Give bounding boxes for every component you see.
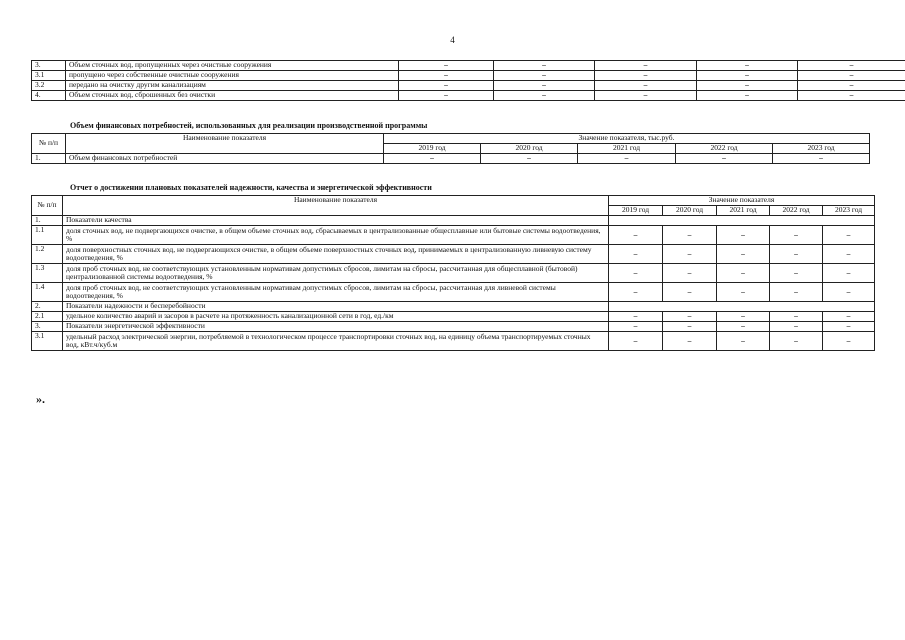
- row-name: передано на очистку другим канализациям: [66, 81, 399, 91]
- value-cell: –: [676, 154, 773, 164]
- value-cell: –: [717, 245, 770, 264]
- value-cell: –: [663, 322, 717, 332]
- row-number: 3.1: [32, 71, 66, 81]
- row-number: 2.: [32, 302, 63, 312]
- year-header: 2021 год: [717, 206, 770, 216]
- empty-cell: [609, 302, 875, 312]
- row-number: 1.1: [32, 226, 63, 245]
- value-cell: –: [823, 283, 875, 302]
- value-cell: –: [494, 91, 595, 101]
- header-name: Наименование показателя: [63, 196, 609, 216]
- row-name: доля сточных вод, не подвергающихся очистке, в общем объеме сточных вод, сбрасываемых в централизованные общесплавные или бытовые системы водоотведения, %: [63, 226, 609, 245]
- header-num: № п/п: [32, 134, 66, 154]
- row-number: 3.2: [32, 81, 66, 91]
- year-header: 2023 год: [823, 206, 875, 216]
- row-name: доля проб сточных вод, не соответствующих установленным нормативам допустимых сбросов, лимитам на сбросы, рассчитанная для общесплавной (бытовой) централизованной системы водоотведения, %: [63, 264, 609, 283]
- value-cell: –: [770, 264, 823, 283]
- value-cell: –: [823, 312, 875, 322]
- value-cell: –: [773, 154, 870, 164]
- value-cell: –: [823, 226, 875, 245]
- row-number: 3.: [32, 61, 66, 71]
- value-cell: –: [595, 61, 697, 71]
- table-row: [32, 264, 875, 283]
- header-value: Значение показателя: [609, 196, 875, 206]
- row-name: удельный расход электрической энергии, потребляемой в технологическом процессе транспортировки сточных вод, на единицу объема транспортируемых сточных вод, кВт.ч/куб.м: [63, 332, 609, 351]
- value-cell: –: [609, 312, 663, 322]
- row-name: Объем сточных вод, сброшенных без очистки: [66, 91, 399, 101]
- value-cell: –: [770, 226, 823, 245]
- page-number: 4: [450, 35, 455, 45]
- row-name: Показатели надежности и бесперебойности: [63, 302, 609, 312]
- value-cell: –: [609, 264, 663, 283]
- value-cell: –: [609, 245, 663, 264]
- financial-needs-table: [31, 133, 870, 164]
- header-name: Наименование показателя: [66, 134, 384, 154]
- row-number: 1.: [32, 154, 66, 164]
- value-cell: –: [595, 71, 697, 81]
- value-cell: –: [399, 61, 494, 71]
- row-name: Объем финансовых потребностей: [66, 154, 384, 164]
- row-name: доля поверхностных сточных вод, не подвергающихся очистке, в общем объеме поверхностных сточных вод, принимаемых в централизованную ливневую систему водоотведения, %: [63, 245, 609, 264]
- value-cell: –: [595, 81, 697, 91]
- table-header-row: [32, 134, 870, 144]
- value-cell: –: [717, 322, 770, 332]
- header-value: Значение показателя, тыс.руб.: [384, 134, 870, 144]
- value-cell: –: [717, 312, 770, 322]
- closing-quote-mark: ».: [36, 392, 45, 406]
- value-cell: –: [798, 71, 905, 81]
- value-cell: –: [697, 61, 798, 71]
- value-cell: –: [717, 226, 770, 245]
- value-cell: –: [798, 81, 905, 91]
- row-number: 4.: [32, 91, 66, 101]
- table-row: [32, 332, 875, 351]
- value-cell: –: [609, 283, 663, 302]
- value-cell: –: [609, 332, 663, 351]
- year-header: 2020 год: [663, 206, 717, 216]
- value-cell: –: [663, 226, 717, 245]
- value-cell: –: [663, 332, 717, 351]
- value-cell: –: [823, 245, 875, 264]
- row-name: удельное количество аварий и засоров в расчете на протяженность канализационной сети в год, ед./км: [63, 312, 609, 322]
- year-header: 2021 год: [578, 144, 676, 154]
- header-num: № п/п: [32, 196, 63, 216]
- year-header: 2023 год: [773, 144, 870, 154]
- value-cell: –: [494, 61, 595, 71]
- value-cell: –: [770, 322, 823, 332]
- table-section-row: [32, 302, 875, 312]
- year-header: 2022 год: [676, 144, 773, 154]
- table-row: [32, 61, 905, 71]
- table-row: [32, 91, 905, 101]
- table-row: [32, 154, 870, 164]
- indicators-section-title: Отчет о достижении плановых показателей надежности, качества и энергетической эффективности: [70, 183, 432, 192]
- value-cell: –: [399, 91, 494, 101]
- value-cell: –: [770, 312, 823, 322]
- value-cell: –: [578, 154, 676, 164]
- value-cell: –: [399, 71, 494, 81]
- value-cell: –: [823, 332, 875, 351]
- value-cell: –: [717, 264, 770, 283]
- value-cell: –: [663, 312, 717, 322]
- row-name: доля проб сточных вод, не соответствующих установленным нормативам допустимых сбросов, лимитам на сбросы, рассчитанная для ливневой системы водоотведения, %: [63, 283, 609, 302]
- value-cell: –: [494, 71, 595, 81]
- value-cell: –: [399, 81, 494, 91]
- value-cell: –: [494, 81, 595, 91]
- value-cell: –: [697, 81, 798, 91]
- value-cell: –: [609, 322, 663, 332]
- value-cell: –: [770, 245, 823, 264]
- table-header-row: [32, 196, 875, 206]
- value-cell: –: [481, 154, 578, 164]
- row-name: Показатели энергетической эффективности: [63, 322, 609, 332]
- table-row: [32, 226, 875, 245]
- value-cell: –: [595, 91, 697, 101]
- value-cell: –: [609, 226, 663, 245]
- value-cell: –: [663, 283, 717, 302]
- value-cell: –: [770, 332, 823, 351]
- value-cell: –: [697, 91, 798, 101]
- year-header: 2019 год: [609, 206, 663, 216]
- value-cell: –: [663, 264, 717, 283]
- row-number: 1.3: [32, 264, 63, 283]
- row-name: Объем сточных вод, пропущенных через очистные сооружения: [66, 61, 399, 71]
- table-row: [32, 322, 875, 332]
- row-name: Показатели качества: [63, 216, 609, 226]
- row-name: пропущено через собственные очистные сооружения: [66, 71, 399, 81]
- value-cell: –: [717, 332, 770, 351]
- table-section-row: [32, 216, 875, 226]
- indicators-table: [31, 195, 875, 351]
- table-row: [32, 71, 905, 81]
- year-header: 2020 год: [481, 144, 578, 154]
- table-row: [32, 312, 875, 322]
- table-row: [32, 283, 875, 302]
- row-number: 1.2: [32, 245, 63, 264]
- value-cell: –: [663, 245, 717, 264]
- value-cell: –: [384, 154, 481, 164]
- wastewater-volume-table: [31, 60, 905, 101]
- value-cell: –: [770, 283, 823, 302]
- value-cell: –: [798, 61, 905, 71]
- value-cell: –: [823, 322, 875, 332]
- value-cell: –: [717, 283, 770, 302]
- year-header: 2019 год: [384, 144, 481, 154]
- row-number: 2.1: [32, 312, 63, 322]
- table-row: [32, 245, 875, 264]
- row-number: 3.: [32, 322, 63, 332]
- value-cell: –: [697, 71, 798, 81]
- table-row: [32, 81, 905, 91]
- empty-cell: [609, 216, 875, 226]
- row-number: 1.: [32, 216, 63, 226]
- year-header: 2022 год: [770, 206, 823, 216]
- financial-section-title: Объем финансовых потребностей, использованных для реализации производственной программы: [70, 121, 428, 130]
- row-number: 3.1: [32, 332, 63, 351]
- value-cell: –: [823, 264, 875, 283]
- row-number: 1.4: [32, 283, 63, 302]
- value-cell: –: [798, 91, 905, 101]
